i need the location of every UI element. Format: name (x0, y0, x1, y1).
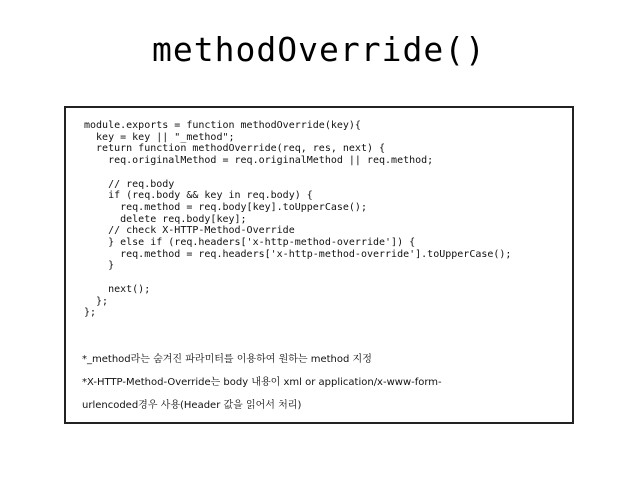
content-box (64, 106, 574, 424)
code-line: // check X-HTTP-Method-Override (84, 225, 295, 237)
code-line: req.method = req.body[key].toUpperCase(); (84, 201, 367, 213)
notes (82, 352, 568, 421)
code-line: return function methodOverride(req, res, next) { (84, 143, 386, 155)
code-line: req.method = req.headers['x-http-method-override'].toUpperCase(); (84, 248, 512, 260)
code-line: }; (84, 295, 109, 307)
code-line: if (req.body && key in req.body) { (84, 190, 313, 202)
note-header-override: *X-HTTP-Method-Override는 body 내용이 xml or application/x-www-form- (82, 377, 442, 388)
code-line: } else if (req.headers['x-http-method-override']) { (84, 237, 416, 249)
code-line: // req.body (84, 178, 175, 190)
slide-title: methodOverride() (152, 30, 486, 69)
code-line: req.originalMethod = req.originalMethod || req.method; (84, 155, 434, 167)
code-line: }; (84, 307, 97, 319)
code-line: module.exports = function methodOverride(key){ (84, 120, 361, 131)
code-line: } (84, 260, 115, 272)
note-method-param: *_method라는 숨겨진 파라미터를 이용하여 원하는 method 지정 (82, 354, 372, 365)
code-line: key = key || "_method"; (84, 131, 235, 143)
code-block (84, 120, 511, 319)
code-line: delete req.body[key]; (84, 213, 247, 225)
note-header-override-cont: urlencoded경우 사용(Header 값을 읽어서 처리) (82, 400, 302, 411)
code-line: next(); (84, 283, 151, 295)
